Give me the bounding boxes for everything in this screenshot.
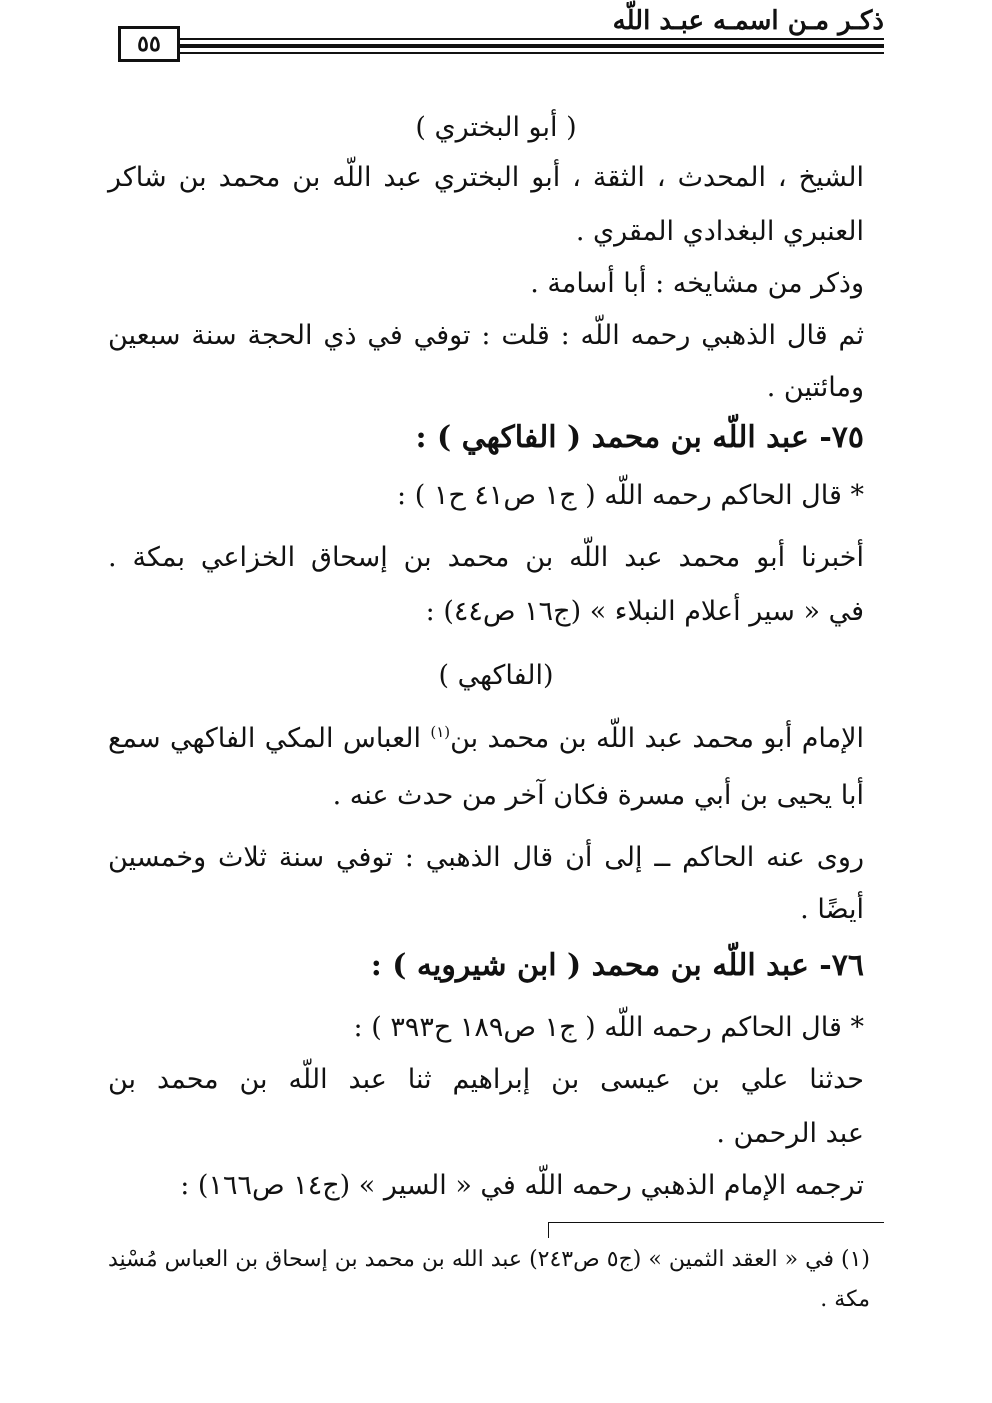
entry-heading-76: ٧٦- عبد اللّه بن محمد ( ابن شيرويه ) : xyxy=(370,948,864,983)
entry-heading-75: ٧٥- عبد اللّه بن محمد ( الفاكهي ) : xyxy=(415,420,864,455)
header-rule xyxy=(180,38,884,40)
text-line: حدثنا علي بن عيسى بن إبراهيم ثنا عبد اللّه بن محمد بن xyxy=(108,1064,864,1095)
page-number: ٥٥ xyxy=(137,31,161,57)
text-line xyxy=(108,712,864,759)
running-header-title: ذكـر مـن اسمـه عبـد اللّه xyxy=(612,6,884,36)
footnote-separator-tick xyxy=(548,1222,549,1238)
text-line: ترجمه الإمام الذهبي رحمه اللّه في « السير » (ج١٤ ص١٦٦) : xyxy=(180,1170,864,1201)
text-line: وذكر من مشايخه : أبا أسامة . xyxy=(530,268,864,299)
text-line: أبا يحيى بن أبي مسرة فكان آخر من حدث عنه . xyxy=(332,780,864,811)
text-line: أخبرنا أبو محمد عبد اللّه بن محمد بن إسحاق الخزاعي بمكة . xyxy=(108,542,864,573)
footnote-line: مكة . xyxy=(820,1287,870,1312)
header-rule-thick xyxy=(180,44,884,48)
footnote-line: (١) في « العقد الثمين » (ج٥ ص٢٤٣) عبد الله بن محمد بن إسحاق بن العباس مُسْنِد xyxy=(108,1247,871,1272)
page-number-box xyxy=(118,26,180,62)
source-citation: * قال الحاكم رحمه اللّه ( ج١ ص١٨٩ ح٣٩٣ ) : xyxy=(353,1012,864,1043)
section-subtitle: (الفاكهي ) xyxy=(438,660,554,691)
text-line: روى عنه الحاكم ــ إلى أن قال الذهبي : توفي سنة ثلاث وخمسين xyxy=(108,842,864,873)
source-citation: في « سير أعلام النبلاء » (ج١٦ ص٤٤) : xyxy=(425,596,864,627)
text-segment: الإمام أبو محمد عبد اللّه بن محمد بن xyxy=(450,723,865,754)
footnote-reference: (١) xyxy=(430,723,451,741)
source-citation: * قال الحاكم رحمه اللّه ( ج١ ص٤١ ح١ ) : xyxy=(397,480,864,511)
footnote-separator xyxy=(548,1222,884,1223)
text-line: ثم قال الذهبي رحمه اللّه : قلت : توفي في ذي الحجة سنة سبعين xyxy=(108,320,864,351)
text-segment: العباس المكي الفاكهي سمع xyxy=(108,723,421,754)
text-line: الشيخ ، المحدث ، الثقة ، أبو البختري عبد اللّه بن محمد بن شاكر xyxy=(108,162,864,193)
text-line: عبد الرحمن . xyxy=(716,1118,864,1149)
text-line: أيضًا . xyxy=(800,894,864,925)
header-rule xyxy=(180,52,884,54)
text-line: ومائتين . xyxy=(766,372,864,403)
text-line: العنبري البغدادي المقري . xyxy=(575,216,864,247)
section-subtitle: ( أبو البختري ) xyxy=(415,112,577,143)
